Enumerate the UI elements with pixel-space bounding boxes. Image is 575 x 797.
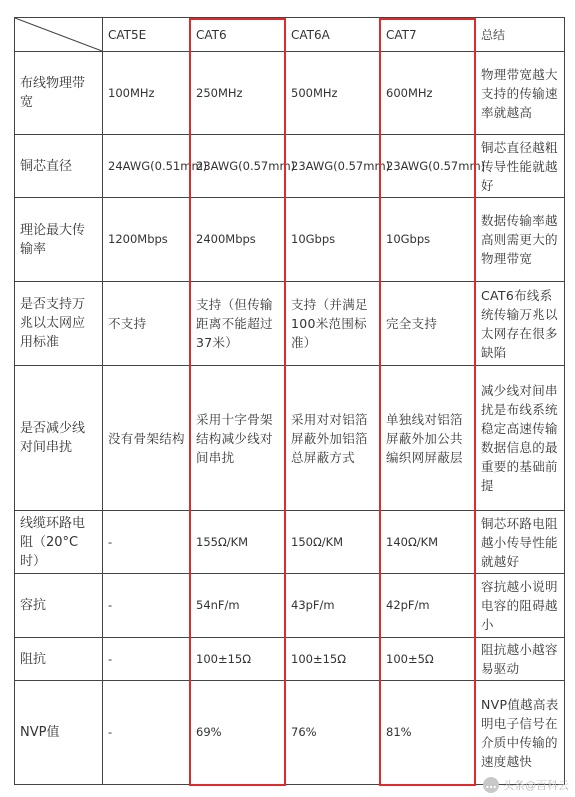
cell-summary: 数据传输率越高则需更大的物理带宽 (476, 198, 565, 282)
cell-cat7: 完全支持 (381, 282, 476, 366)
table-row (15, 574, 565, 638)
header-cat7: CAT7 (381, 18, 476, 52)
cell-summary: 减少线对间串扰是布线系统稳定高速传输数据信息的最重要的基础前提 (476, 366, 565, 511)
cell-cat6: 采用十字骨架结构减少线对间串扰 (191, 366, 286, 511)
cell-cat6: 155Ω/KM (191, 511, 286, 574)
table-row (15, 198, 565, 282)
table-row (15, 135, 565, 198)
header-cat6: CAT6 (191, 18, 286, 52)
cell-summary: CAT6布线系统传输万兆以太网存在很多缺陷 (476, 282, 565, 366)
cell-cat6a: 采用对对铝箔屏蔽外加铝箔总屏蔽方式 (286, 366, 381, 511)
cell-cat6a: 100±15Ω (286, 638, 381, 681)
cell-summary: 阻抗越小越容易驱动 (476, 638, 565, 681)
cell-cat6a: 23AWG(0.57mm) (286, 135, 381, 198)
cell-cat7: 100±5Ω (381, 638, 476, 681)
cell-cat6a: 150Ω/KM (286, 511, 381, 574)
row-label: 线缆环路电阻（20°C时） (15, 511, 103, 574)
cell-cat6: 100±15Ω (191, 638, 286, 681)
cell-cat5e: 100MHz (103, 52, 191, 135)
header-cat6a: CAT6A (286, 18, 381, 52)
watermark (483, 777, 569, 793)
cell-cat7: 单独线对铝箔屏蔽外加公共编织网屏蔽层 (381, 366, 476, 511)
cell-cat7: 42pF/m (381, 574, 476, 638)
cell-cat7: 81% (381, 681, 476, 785)
cell-cat7: 10Gbps (381, 198, 476, 282)
corner-cell (15, 18, 103, 52)
chat-bubble-icon: … (483, 777, 499, 793)
table-row (15, 681, 565, 785)
cell-cat7: 140Ω/KM (381, 511, 476, 574)
cell-summary: 物理带宽越大支持的传输速率就越高 (476, 52, 565, 135)
table-header-row (15, 18, 565, 52)
cell-cat6: 250MHz (191, 52, 286, 135)
cell-cat7: 600MHz (381, 52, 476, 135)
cell-cat5e: 1200Mbps (103, 198, 191, 282)
cell-cat6a: 43pF/m (286, 574, 381, 638)
cell-cat5e: 没有骨架结构 (103, 366, 191, 511)
header-cat5e: CAT5E (103, 18, 191, 52)
cell-cat6a: 76% (286, 681, 381, 785)
diagonal-line (15, 18, 102, 51)
cell-cat6: 54nF/m (191, 574, 286, 638)
row-label: NVP值 (15, 681, 103, 785)
header-summary: 总结 (476, 18, 565, 52)
row-label: 铜芯直径 (15, 135, 103, 198)
table-row (15, 52, 565, 135)
row-label: 是否支持万兆以太网应用标准 (15, 282, 103, 366)
cable-spec-table (14, 17, 565, 785)
watermark-text: 头条@百科云 (503, 779, 569, 792)
row-label: 容抗 (15, 574, 103, 638)
cell-cat5e: - (103, 574, 191, 638)
cell-summary: 铜芯直径越粗传导性能就越好 (476, 135, 565, 198)
cell-cat5e: - (103, 638, 191, 681)
table-row (15, 366, 565, 511)
cell-cat5e: - (103, 511, 191, 574)
cell-cat6: 69% (191, 681, 286, 785)
cell-cat6: 2400Mbps (191, 198, 286, 282)
cell-cat6: 支持（但传输距离不能超过37米） (191, 282, 286, 366)
cell-cat6a: 500MHz (286, 52, 381, 135)
cell-cat5e: 24AWG(0.51mm) (103, 135, 191, 198)
cell-cat6a: 10Gbps (286, 198, 381, 282)
row-label: 理论最大传输率 (15, 198, 103, 282)
cell-summary: 铜芯环路电阻越小传导性能就越好 (476, 511, 565, 574)
table-row (15, 282, 565, 366)
cell-summary: NVP值越高表明电子信号在介质中传输的速度越快 (476, 681, 565, 785)
table-row (15, 511, 565, 574)
table-row (15, 638, 565, 681)
cell-cat6: 23AWG(0.57mm) (191, 135, 286, 198)
cell-cat5e: - (103, 681, 191, 785)
cell-cat6a: 支持（并满足100米范围标准） (286, 282, 381, 366)
row-label: 阻抗 (15, 638, 103, 681)
cell-cat5e: 不支持 (103, 282, 191, 366)
cell-summary: 容抗越小说明电容的阻碍越小 (476, 574, 565, 638)
cell-cat7: 23AWG(0.57mm) (381, 135, 476, 198)
row-label: 是否减少线对间串扰 (15, 366, 103, 511)
row-label: 布线物理带宽 (15, 52, 103, 135)
